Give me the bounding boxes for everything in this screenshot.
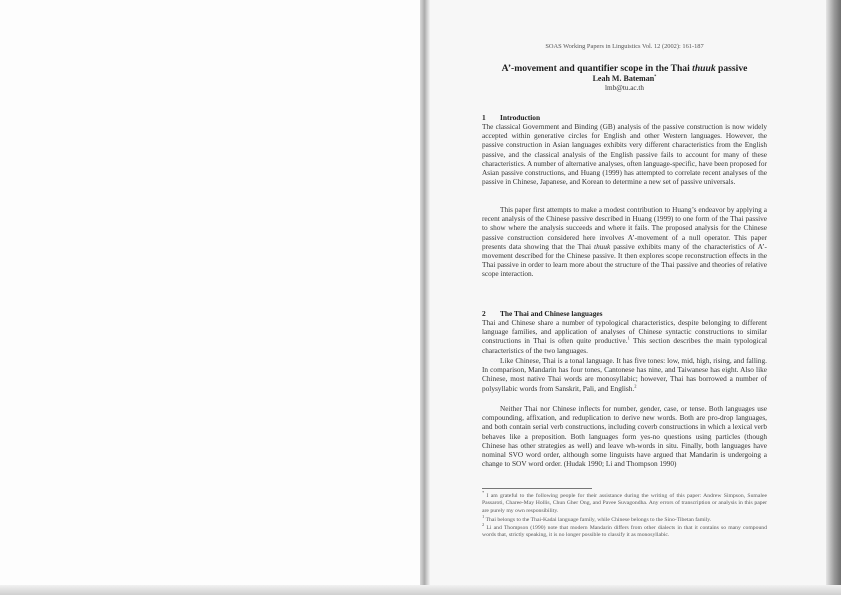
section-2-paragraph-3: Neither Thai nor Chinese inflects for number, gender, case, or tense. Both languages use compounding, affixation, and reduplication to derive new words. Both are pro-drop languages, and both contain serial verb constructions, including coverb constructions in which a lexical verb behaves like a preposition. Both languages form yes-no questions using particles (though Chinese has other strategies as well) and leave wh-words in situ. Finally, both languages have nominal SVO word order, although some linguists have argued that Mandarin is undergoing a change to SOV word order. (Hudak 1990; Li and Thompson 1990) <box>482 404 767 469</box>
book-gutter <box>420 0 430 595</box>
footnote-ref-1: 1 <box>627 335 630 341</box>
author-footnote-mark: * <box>654 73 657 79</box>
author-email: lmb@tu.ac.th <box>605 84 644 92</box>
section-1-heading: 1 Introduction <box>482 113 541 122</box>
title-italic-term: thuuk <box>692 63 716 74</box>
page-edge-shadow <box>826 0 841 595</box>
paper-author: Leah M. Bateman* <box>592 73 657 83</box>
footnote-separator <box>482 488 592 489</box>
section-1-paragraph-1: The classical Government and Binding (GB) analysis of the passive construction is now widely accepted within generative circles for English and other Western languages. However, the passive construction in Asian languages exhibits very different characteristics from the English passive, and the classical analysis of the English passive fails to account for many of these characteristics. A number of alternative analyses, often language-specific, have been proposed for Asian passive constructions, and Huang (1999) has attempted to correlate recent analyses of the passive in Chinese, Japanese, and Korean to determine a new set of passive universals. <box>482 122 767 187</box>
footnote-2: $^2$ Li and Thompson (1990) note that modern Mandarin differs from other dialects in that it contains so many compound words that, strictly speaking, it is no longer possible to classify it as monosyllabic. <box>482 522 767 539</box>
bottom-edge-shadow <box>0 585 841 595</box>
section-2-paragraph-1: Thai and Chinese share a number of typological characteristics, despite belonging to different language families, and application of analyses of Chinese syntactic constructions to similar constructions in Thai is often quite productive.$^1$ This section describes the main typological characteristics of the two languages. <box>482 318 767 355</box>
footnote-ref-2: 2 <box>634 383 637 389</box>
running-header: SOAS Working Papers in Linguistics Vol. 12 (2002): 161-187 <box>545 43 704 50</box>
footnote-star: * I am grateful to the following people for their assistance during the writing of this paper: Andrew Simpson, Sumalee Passaroti, Charee-May Hollis, Chun Gher Ong, and Pavee Suvagondha. Any errors of transcription or analysis in this paper are purely my own responsibility. <box>482 490 767 514</box>
section-1-paragraph-2: This paper first attempts to make a modest contribution to Huang’s endeavor by applying a recent analysis of the Chinese passive described in Huang (1999) to one form of the Thai passive to show where the analysis succeeds and where it fails. The proposed analysis for the Chinese passive construction considered here involves A’-movement of a null operator. This paper presents data showing that the Thai thuuk passive exhibits many of the characteristics of A’-movement described for the Chinese passive. It then explores scope reconstruction effects in the Thai passive in order to learn more about the structure of the Thai passive and theories of relative scope interaction. <box>482 205 767 279</box>
section-2-paragraph-2: Like Chinese, Thai is a tonal language. It has five tones: low, mid, high, rising, and falling. In comparison, Mandarin has four tones, Cantonese has nine, and Taiwanese has eight. Also like Chinese, most native Thai words are monosyllabic; however, Thai has borrowed a number of polysyllabic words from Sanskrit, Pali, and English.$^2$ <box>482 356 767 393</box>
footnote-1: $^1$ Thai belongs to the Thai-Kadai language family, while Chinese belongs to the Sino-Tibetan family. <box>482 514 712 523</box>
paper-title: A’-movement and quantifier scope in the Thai thuuk passive <box>501 63 748 74</box>
section-2-heading: 2 The Thai and Chinese languages <box>482 309 603 318</box>
